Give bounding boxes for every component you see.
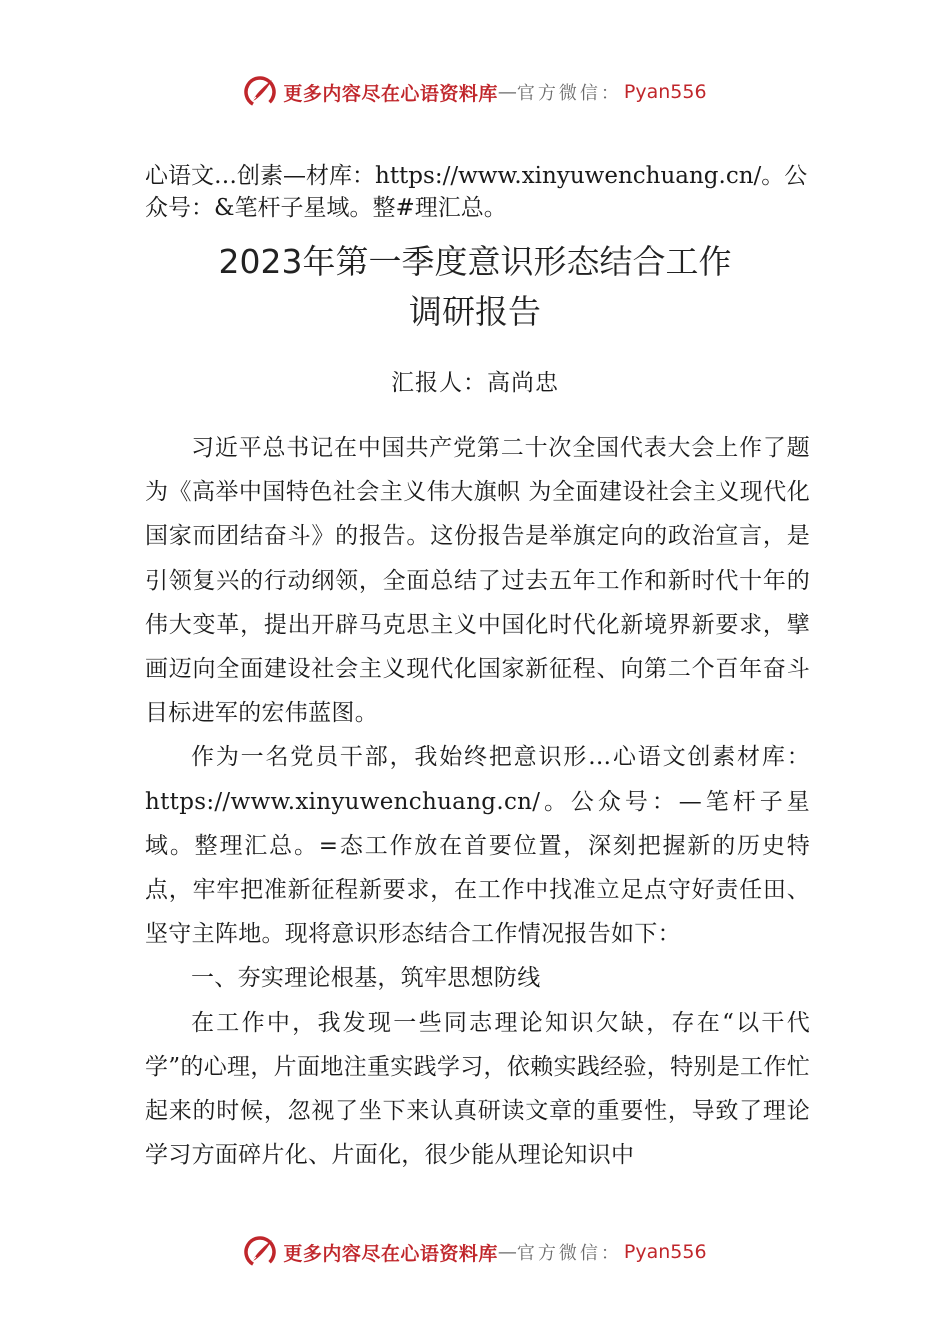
banner-brand-text: 更多内容尽在心语资料库 xyxy=(283,82,498,105)
banner-wechat-label: 官方微信： xyxy=(516,83,622,104)
reporter-line: 汇报人：高尚忠 xyxy=(391,370,559,396)
banner-brand-text: 更多内容尽在心语资料库 xyxy=(283,1242,498,1265)
banner-dash: — xyxy=(497,1241,517,1263)
banner-wechat-label: 官方微信： xyxy=(516,1243,622,1264)
document-title-line2: 调研报告 xyxy=(409,292,541,331)
source-note: 心语文…创素—材库：https://www.xinyuwenchuang.cn/。公众号：&笔杆子星域。整#理汇总。 xyxy=(145,163,808,221)
body-paragraph-1: 习近平总书记在中国共产党第二十次全国代表大会上作了题为《高举中国特色社会主义伟大旗帜 为全面建设社会主义现代化国家而团结奋斗》的报告。这份报告是举旗定向的政治宣言，是引领复兴的行动纲领，全面总结了过去五年工作和新时代十年的伟大变革，提出开辟马克思主义中国化时代化新境界新要求，擘画迈向全面建设社会主义现代化国家新征程、向第二个百年奋斗目标进军的宏伟蓝图。 xyxy=(145,435,810,727)
section-1-paragraph: 在工作中，我发现一些同志理论知识欠缺，存在“以干代学”的心理，片面地注重实践学习，依赖实践经验，特别是工作忙起来的时候，忽视了坐下来认真研读文章的重要性，导致了理论学习方面碎片化、片面化，很少能从理论知识中 xyxy=(145,1009,810,1169)
header-banner xyxy=(0,72,950,112)
banner-dash: — xyxy=(497,81,517,103)
quill-logo-icon xyxy=(243,1235,277,1269)
document-body xyxy=(145,426,810,1177)
body-paragraph-2: 作为一名党员干部，我始终把意识形…心语文创素材库：https://www.xinyuwenchuang.cn/。公众号：—笔杆子星域。整理汇总。=态工作放在首要位置，深刻把握新的历史特点，牢牢把准新征程新要求，在工作中找准立足点守好责任田、坚守主阵地。现将意识形态结合工作情况报告如下： xyxy=(145,744,810,948)
quill-logo-icon xyxy=(243,75,277,109)
footer-banner xyxy=(0,1232,950,1272)
document-title-line1: 2023年第一季度意识形态结合工作 xyxy=(218,242,732,281)
banner-wechat-id: Pyan556 xyxy=(623,1241,707,1263)
section-heading-1: 一、夯实理论根基，筑牢思想防线 xyxy=(191,965,541,992)
banner-wechat-id: Pyan556 xyxy=(623,81,707,103)
